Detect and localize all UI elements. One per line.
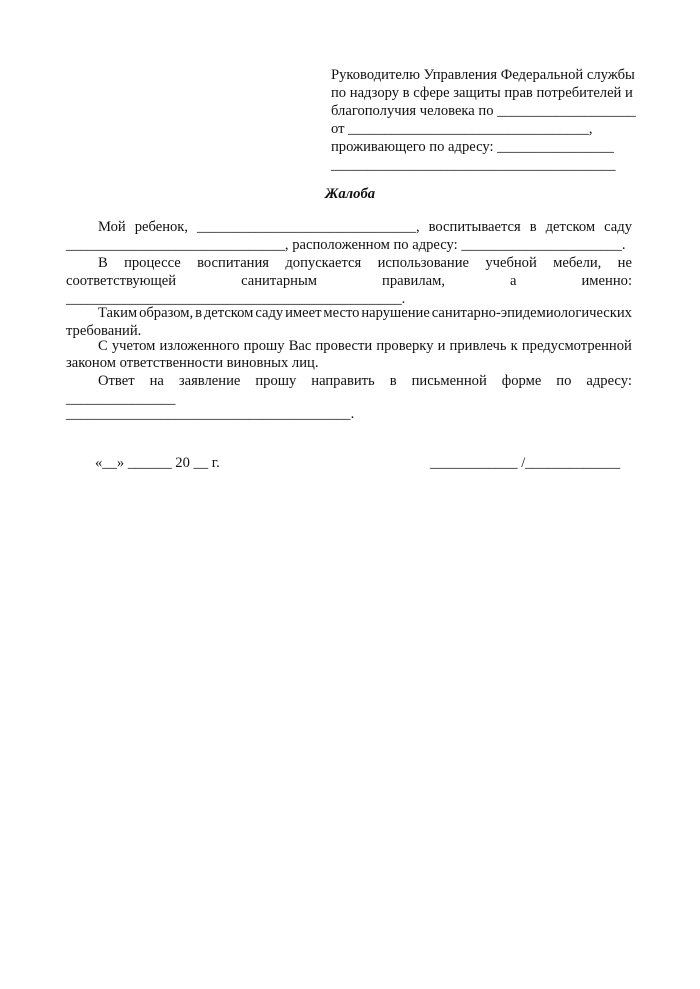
paragraph-1-line-1 xyxy=(98,218,632,236)
word: именно: xyxy=(581,273,632,289)
word: заявление xyxy=(178,373,241,389)
word: в xyxy=(389,373,397,389)
paragraph-4-line-1 xyxy=(98,337,632,355)
word: ребенок, xyxy=(134,219,189,235)
paragraph-2-line-3: ______________________________________________. xyxy=(66,291,406,307)
word: по xyxy=(556,373,572,389)
addressee-line-1: Руководителю Управления Федеральной службы xyxy=(331,67,635,83)
paragraph-2-line-1 xyxy=(98,254,632,272)
word: детском xyxy=(203,305,254,321)
word: провести xyxy=(315,338,373,354)
word: детском xyxy=(545,219,596,235)
word: нарушение xyxy=(361,305,430,321)
word: санитарно-эпидемиологических xyxy=(431,305,632,321)
word: допускается xyxy=(285,255,362,271)
date-field: «__» ______ 20 __ г. xyxy=(95,455,220,471)
word: воспитания xyxy=(197,255,270,271)
word: воспитывается xyxy=(428,219,521,235)
word: соответствующей xyxy=(66,273,177,289)
word: письменной xyxy=(411,373,487,389)
word: ______________________________, xyxy=(197,219,420,235)
word: мебели, xyxy=(553,255,602,271)
word: Таким xyxy=(98,305,138,321)
addressee-line-4: от _________________________________, xyxy=(331,121,593,137)
addressee-line-2: по надзору в сфере защиты прав потребителей и xyxy=(331,85,633,101)
word: изложенного xyxy=(159,338,240,354)
word: учебной xyxy=(485,255,537,271)
word: предусмотренной xyxy=(521,338,632,354)
paragraph-4-line-2: законом ответственности виновных лиц. xyxy=(66,355,319,371)
paragraph-2-line-2 xyxy=(66,272,632,290)
word: использование xyxy=(377,255,469,271)
word: к xyxy=(510,338,518,354)
word: С xyxy=(98,338,108,354)
word: саду xyxy=(255,305,284,321)
word: в xyxy=(195,305,202,321)
document-title: Жалоба xyxy=(324,186,376,202)
word: правилам, xyxy=(382,273,445,289)
word: Вас xyxy=(288,338,312,354)
paragraph-3-line-1 xyxy=(98,304,632,322)
word: место xyxy=(323,305,360,321)
paragraph-5-line-1 xyxy=(98,372,632,390)
paragraph-1-line-2: ______________________________, расположенном по адресу: ______________________. xyxy=(66,237,626,253)
word: В xyxy=(98,255,108,271)
word: привлечь xyxy=(449,338,507,354)
addressee-line-5: проживающего по адресу: ________________ xyxy=(331,139,614,155)
word: санитарным xyxy=(241,273,318,289)
addressee-line-3: благополучия человека по ___________________ xyxy=(331,103,636,119)
word: не xyxy=(617,255,632,271)
paragraph-5-line-3: _______________________________________. xyxy=(66,406,355,422)
word: Мой xyxy=(98,219,126,235)
word: прошу xyxy=(243,338,285,354)
word: форме xyxy=(501,373,542,389)
word: прошу xyxy=(255,373,297,389)
paragraph-3-line-2: требований. xyxy=(66,323,142,339)
addressee-line-6: _______________________________________ xyxy=(331,157,616,173)
word: учетом xyxy=(111,338,156,354)
word: процессе xyxy=(124,255,181,271)
word: проверку xyxy=(376,338,434,354)
word: в xyxy=(529,219,537,235)
word: Ответ xyxy=(98,373,135,389)
word: образом, xyxy=(139,305,194,321)
word: направить xyxy=(311,373,375,389)
word: а xyxy=(510,273,517,289)
paragraph-5-line-2: _______________ xyxy=(66,391,176,407)
signature-field: ____________ /_____________ xyxy=(430,455,621,471)
word: на xyxy=(149,373,164,389)
word: имеет xyxy=(285,305,322,321)
word: и xyxy=(437,338,446,354)
word: саду xyxy=(604,219,632,235)
word: адресу: xyxy=(586,373,632,389)
